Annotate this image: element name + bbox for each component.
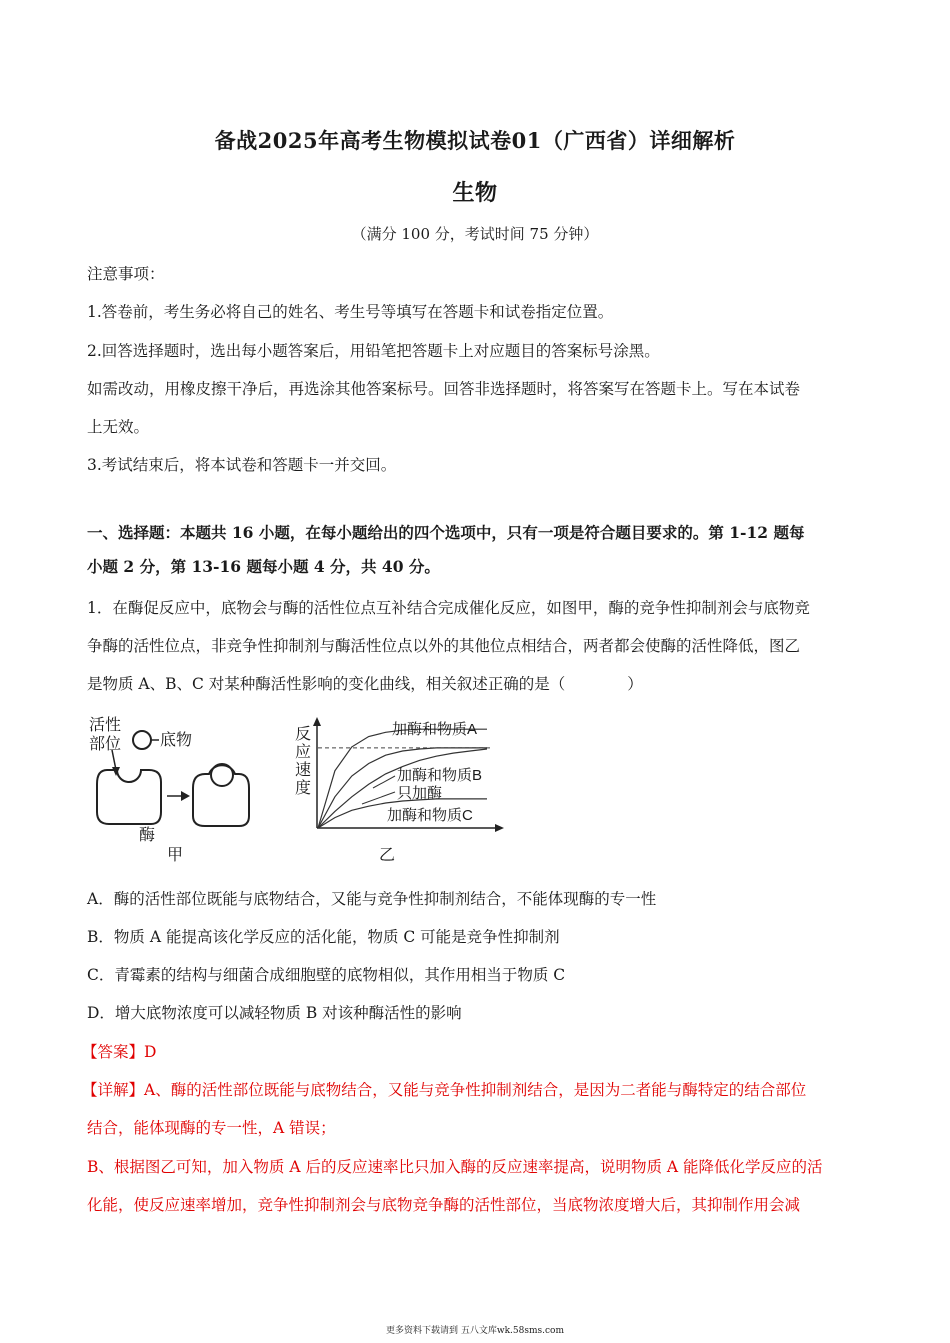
enzyme-substrate-complex xyxy=(193,765,249,826)
question-stem: 是物质 A、B、C 对某种酶活性影响的变化曲线，相关叙述正确的是（ ） xyxy=(87,675,643,693)
document-title: 备战2025年高考生物模拟试卷01（广西省）详细解析 xyxy=(214,128,736,153)
substrate-circle xyxy=(133,731,151,749)
answer: 【答案】D xyxy=(82,1043,157,1061)
section-heading: 一、选择题：本题共 16 小题，在每小题给出的四个选项中，只有一项是符合题目要求的。第 1-12 题每 xyxy=(87,523,805,542)
figure-yi xyxy=(295,717,504,864)
footer-text: 更多资料下载请到 五八文库wk.58sms.com xyxy=(386,1326,564,1336)
notice-item: 上无效。 xyxy=(87,418,150,436)
y-axis-label: 度 xyxy=(295,780,312,797)
question-stem: 争酶的活性位点，非竞争性抑制剂与酶活性位点以外的其他位点相结合，两者都会使酶的活性降低，图乙 xyxy=(87,637,801,655)
option-d: D．增大底物浓度可以减轻物质 B 对该种酶活性的影响 xyxy=(87,1004,462,1022)
figure-caption-yi: 乙 xyxy=(379,847,396,864)
active-site-label: 部位 xyxy=(89,736,122,753)
enzyme-label: 酶 xyxy=(139,827,156,844)
arrow-icon xyxy=(181,791,190,801)
analysis-line: B、根据图乙可知，加入物质 A 后的反应速率比只加入酶的反应速率提高，说明物质 A 能降低化学反应的活 xyxy=(87,1158,823,1176)
notice-item: 2.回答选择题时，选出每小题答案后，用铅笔把答题卡上对应题目的答案标号涂黑。 xyxy=(87,342,660,360)
option-c: C．青霉素的结构与细菌合成细胞壁的底物相似，其作用相当于物质 C xyxy=(87,966,566,984)
notice-item: 1.答卷前，考生务必将自己的姓名、考生号等填写在答题卡和试卷指定位置。 xyxy=(87,303,614,321)
question-stem: 1．在酶促反应中，底物会与酶的活性位点互补结合完成催化反应，如图甲，酶的竞争性抑制剂会与底物竞 xyxy=(87,599,810,617)
substrate-label: 底物 xyxy=(160,732,193,749)
enzyme-shape xyxy=(97,770,161,824)
notice-heading: 注意事项： xyxy=(87,265,165,283)
series-label-0: 加酶和物质A xyxy=(392,721,478,738)
series-label-1: 只加酶 xyxy=(397,785,443,802)
option-b: B．物质 A 能提高该化学反应的活化能，物质 C 可能是竞争性抑制剂 xyxy=(87,928,560,946)
y-axis-label: 反 xyxy=(295,726,312,743)
option-a: A．酶的活性部位既能与底物结合，又能与竞争性抑制剂结合，不能体现酶的专一性 xyxy=(87,890,657,908)
y-axis-label: 应 xyxy=(295,744,312,761)
section-heading: 小题 2 分，第 13-16 题每小题 4 分，共 40 分。 xyxy=(87,557,440,576)
y-axis-label: 速 xyxy=(295,762,312,779)
analysis-line: 结合，能体现酶的专一性，A 错误； xyxy=(87,1119,336,1137)
analysis-line: 【详解】A、酶的活性部位既能与底物结合，又能与竞争性抑制剂结合，是因为二者能与酶特定的结合部位 xyxy=(82,1081,807,1099)
series-label-2: 加酶和物质B xyxy=(397,767,483,784)
notice-item: 如需改动，用橡皮擦干净后，再选涂其他答案标号。回答非选择题时，将答案写在答题卡上。写在本试卷 xyxy=(87,380,801,398)
series-label-3: 加酶和物质C xyxy=(387,807,473,824)
figure-jia xyxy=(89,716,249,864)
figure-caption-jia: 甲 xyxy=(167,847,184,864)
subject-title: 生物 xyxy=(452,180,498,206)
label-leader-line-0 xyxy=(373,776,395,788)
active-site-label: 活性 xyxy=(89,717,122,734)
notice-item: 3.考试结束后，将本试卷和答题卡一并交回。 xyxy=(87,456,397,474)
chart-plot-area xyxy=(318,720,491,828)
exam-meta: （满分 100 分，考试时间 75 分钟） xyxy=(351,225,599,243)
analysis-line: 化能，使反应速率增加，竞争性抑制剂会与底物竞争酶的活性部位，当底物浓度增大后，其抑制作用会减 xyxy=(87,1196,801,1214)
question-figure xyxy=(87,712,507,870)
